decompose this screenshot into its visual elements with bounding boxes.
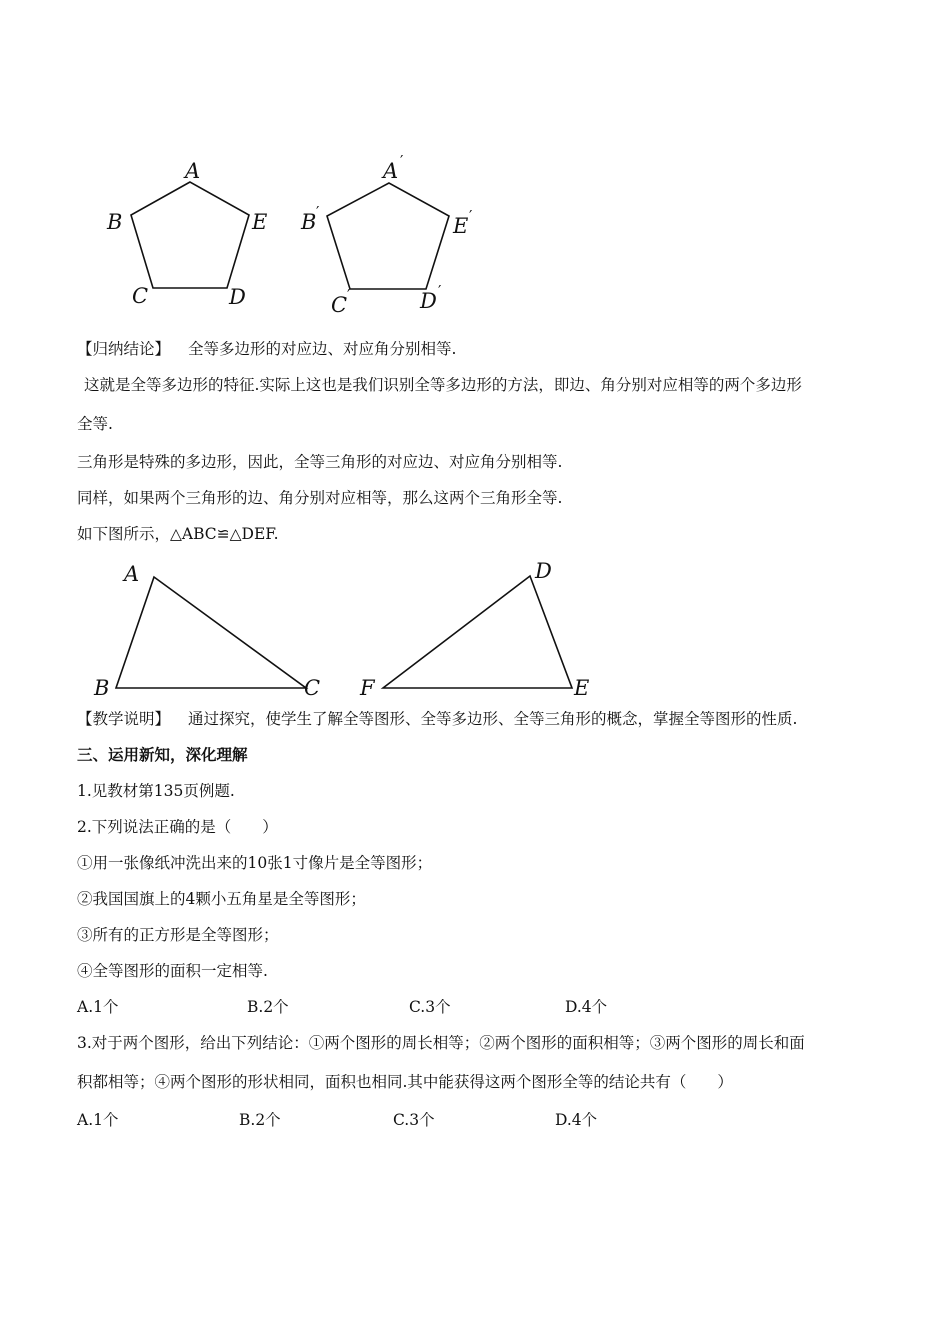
question-3-option-a: A.1个 <box>77 1111 119 1129</box>
question-2-item-3: ③所有的正方形是全等图形； <box>77 926 279 944</box>
question-2-item-2: ②我国国旗上的4颗小五角星是全等图形； <box>77 890 366 908</box>
question-2-item-1: ①用一张像纸冲洗出来的10张1寸像片是全等图形； <box>77 854 433 872</box>
label-B: B <box>107 210 123 234</box>
label-tri-B: B <box>94 676 110 700</box>
pentagon-abcde-prime <box>327 183 449 289</box>
question-3-option-c: C.3个 <box>393 1111 435 1129</box>
question-2-option-b: B.2个 <box>247 998 289 1016</box>
conclusion-text: 全等多边形的对应边、对应角分别相等. <box>188 340 457 358</box>
label-E-prime: E <box>453 214 469 238</box>
pentagon-abcde <box>131 182 249 288</box>
question-3-stem-line-1: 3.对于两个图形，给出下列结论：①两个图形的周长相等；②两个图形的面积相等；③两个图形的周长和面 <box>77 1034 805 1052</box>
question-2-item-4: ④全等图形的面积一定相等. <box>77 962 268 980</box>
question-2-stem: 2.下列说法正确的是（ ） <box>77 818 278 836</box>
teaching-tag: 【教学说明】 <box>77 710 171 728</box>
triangle-def <box>383 576 572 688</box>
label-E: E <box>252 210 268 234</box>
label-tri-C: C <box>304 676 321 700</box>
teaching-note <box>77 709 797 729</box>
triangle-abc <box>116 577 306 688</box>
label-A: A <box>185 159 201 183</box>
paragraph-4: 如下图所示，△ABC≌△DEF. <box>77 525 279 543</box>
prime-A: ′ <box>400 152 404 170</box>
question-3-option-d: D.4个 <box>555 1111 598 1129</box>
paragraph-3: 同样，如果两个三角形的边、角分别对应相等，那么这两个三角形全等. <box>77 489 563 507</box>
question-2-option-c: C.3个 <box>409 998 451 1016</box>
label-A-prime: A <box>383 159 399 183</box>
conclusion-tag: 【归纳结论】 <box>77 340 171 358</box>
label-tri-A: A <box>124 562 140 586</box>
question-2-option-d: D.4个 <box>565 998 608 1016</box>
question-2-option-a: A.1个 <box>77 998 119 1016</box>
paragraph-1-line-1: 这就是全等多边形的特征.实际上这也是我们识别全等多边形的方法，即边、角分别对应相等的两个多边形 <box>84 376 802 394</box>
paragraph-1-line-2: 全等. <box>77 415 113 433</box>
prime-E: ′ <box>469 207 473 225</box>
prime-B: ′ <box>316 203 320 221</box>
label-B-prime: B <box>301 210 317 234</box>
label-C-prime: C <box>331 293 348 317</box>
conclusion-line <box>77 339 456 359</box>
label-D-prime: D <box>420 289 437 313</box>
paragraph-2: 三角形是特殊的多边形，因此，全等三角形的对应边、对应角分别相等. <box>77 453 563 471</box>
label-D: D <box>229 285 246 309</box>
question-1: 1.见教材第135页例题. <box>77 782 235 800</box>
section-heading: 三、运用新知，深化理解 <box>77 745 248 764</box>
label-tri-E: E <box>574 676 590 700</box>
teaching-text: 通过探究，使学生了解全等图形、全等多边形、全等三角形的概念，掌握全等图形的性质. <box>188 710 798 728</box>
label-tri-F: F <box>360 676 375 700</box>
question-3-stem-line-2: 积都相等；④两个图形的形状相同，面积也相同.其中能获得这两个图形全等的结论共有（ ） <box>77 1073 733 1091</box>
prime-C: ′ <box>347 286 351 304</box>
question-3-option-b: B.2个 <box>239 1111 281 1129</box>
label-tri-D: D <box>535 559 552 583</box>
label-C: C <box>132 284 149 308</box>
prime-D: ′ <box>438 282 442 300</box>
